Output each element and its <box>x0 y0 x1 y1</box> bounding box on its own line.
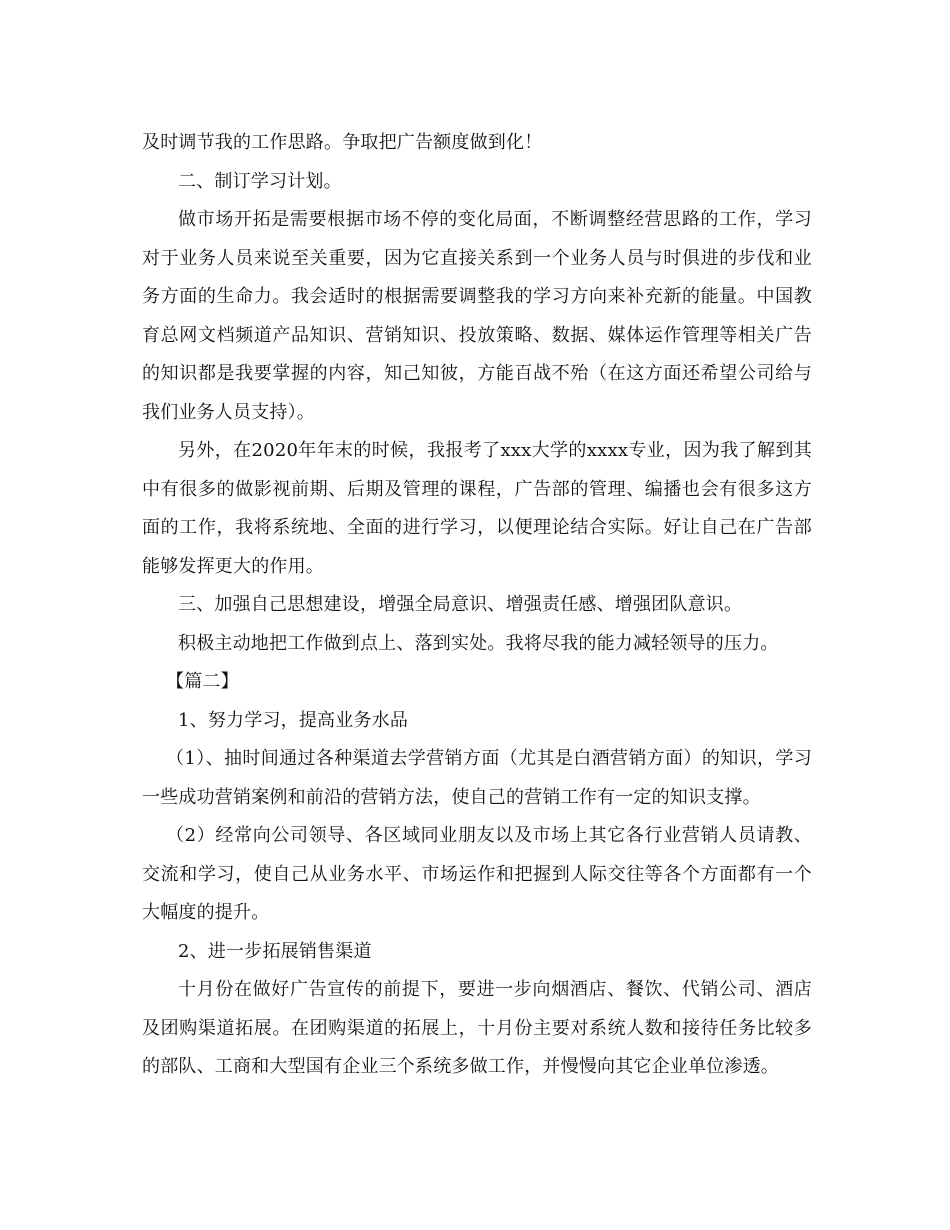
part-two-heading: 【篇二】 <box>166 671 239 692</box>
paragraph-initiative: 积极主动地把工作做到点上、落到实处。我将尽我的能力减轻领导的压力。 <box>178 632 779 654</box>
paragraph-october-plan: 十月份在做好广告宣传的前提下，要进一步向烟酒店、餐饮、代销公司、酒店及团购渠道拓展。在团购渠道的拓展上，十月份主要对系统人数和接待任务比较多的部队、工商和大型国有企业三个系统多做工作，并慢慢向其它企业单位渗透。 <box>142 979 812 1077</box>
paragraph-sub-item-1: （1）、抽时间通过各种渠道去学营销方面（尤其是白酒营销方面）的知识，学习一些成功营销案例和前沿的营销方法，使自己的营销工作有一定的知识支撑。 <box>142 748 812 808</box>
paragraph-sub-item-2: （2）经常向公司领导、各区域同业朋友以及市场上其它各行业营销人员请教、交流和学习，使自己从业务水平、市场运作和把握到人际交往等各个方面都有一个大幅度的提升。 <box>142 825 812 923</box>
paragraph-university-enrollment: 另外，在2020年年末的时候，我报考了xxx大学的xxxx专业，因为我了解到其中有很多的做影视前期、后期及管理的课程，广告部的管理、编播也会有很多这方面的工作，我将系统地、全面的进行学习，以便理论结合实际。好让自己在广告部能够发挥更大的作用。 <box>142 440 812 577</box>
paragraph-continuation: 及时调节我的工作思路。争取把广告额度做到化！ <box>142 132 543 153</box>
paragraph-market-study: 做市场开拓是需要根据市场不停的变化局面，不断调整经营思路的工作，学习对于业务人员来说至关重要，因为它直接关系到一个业务人员与时俱进的步伐和业务方面的生命力。我会适时的根据需要调整我的学习方向来补充新的能量。中国教育总网文档频道产品知识、营销知识、投放策略、数据、媒体运作管理等相关广告的知识都是我要掌握的内容，知己知彼，方能百战不殆（在这方面还希望公司给与我们业务人员支持）。 <box>142 209 812 423</box>
item-heading-channels: 2、进一步拓展销售渠道 <box>178 940 372 962</box>
document-body <box>142 124 812 1087</box>
section-heading-ideology: 三、加强自己思想建设，增强全局意识、增强责任感、增强团队意识。 <box>178 594 743 615</box>
item-heading-study: 1、努力学习，提高业务水品 <box>178 709 409 731</box>
section-heading-study-plan: 二、制订学习计划。 <box>178 170 342 192</box>
